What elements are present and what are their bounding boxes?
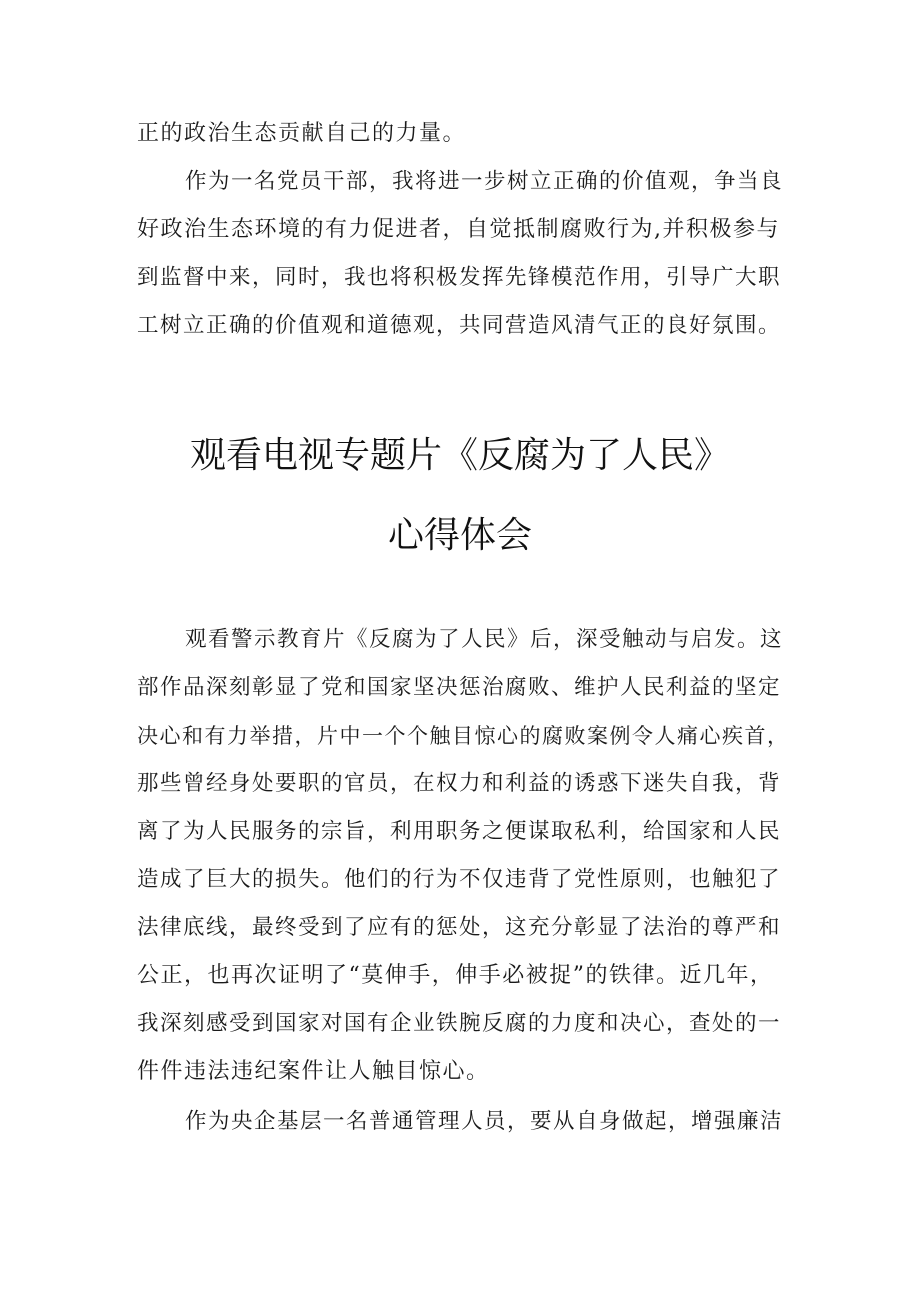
paragraph-line: 工树立正确的价值观和道德观，共同营造风清气正的良好氛围。 (137, 313, 782, 338)
paragraph-line: 那些曾经身处要职的官员，在权力和利益的诱惑下迷失自我，背 (137, 771, 782, 796)
paragraph-line: 观看警示教育片《反腐为了人民》后，深受触动与启发。这 (185, 627, 784, 652)
paragraph-line: 法律底线，最终受到了应有的惩处，这充分彰显了法治的尊严和 (137, 915, 782, 940)
paragraph-line: 作为一名党员干部，我将进一步树立正确的价值观，争当良 (185, 169, 784, 194)
paragraph-line: 正的政治生态贡献自己的力量。 (137, 121, 467, 146)
paragraph-line: 件件违法违纪案件让人触目惊心。 (137, 1059, 490, 1084)
paragraph-line: 部作品深刻彰显了党和国家坚决惩治腐败、维护人民利益的坚定 (137, 675, 782, 700)
paragraph-line: 到监督中来，同时，我也将积极发挥先锋模范作用，引导广大职 (137, 265, 782, 290)
paragraph-line: 公正，也再次证明了“莫伸手，伸手必被捉”的铁律。近几年， (137, 963, 774, 988)
paragraph-line: 作为央企基层一名普通管理人员，要从自身做起，增强廉洁 (185, 1109, 784, 1134)
article-subtitle: 心得体会 (387, 515, 532, 556)
paragraph-line: 离了为人民服务的宗旨，利用职务之便谋取私利，给国家和人民 (137, 819, 782, 844)
article-title: 观看电视专题片《反腐为了人民》 (189, 435, 730, 476)
paragraph-line: 好政治生态环境的有力促进者，自觉抵制腐败行为,并积极参与 (137, 217, 780, 242)
paragraph-line: 决心和有力举措，片中一个个触目惊心的腐败案例令人痛心疾首， (137, 724, 790, 748)
paragraph-line: 造成了巨大的损失。他们的行为不仅违背了党性原则，也触犯了 (137, 867, 782, 892)
paragraph-line: 我深刻感受到国家对国有企业铁腕反腐的力度和决心，查处的一 (137, 1011, 782, 1036)
